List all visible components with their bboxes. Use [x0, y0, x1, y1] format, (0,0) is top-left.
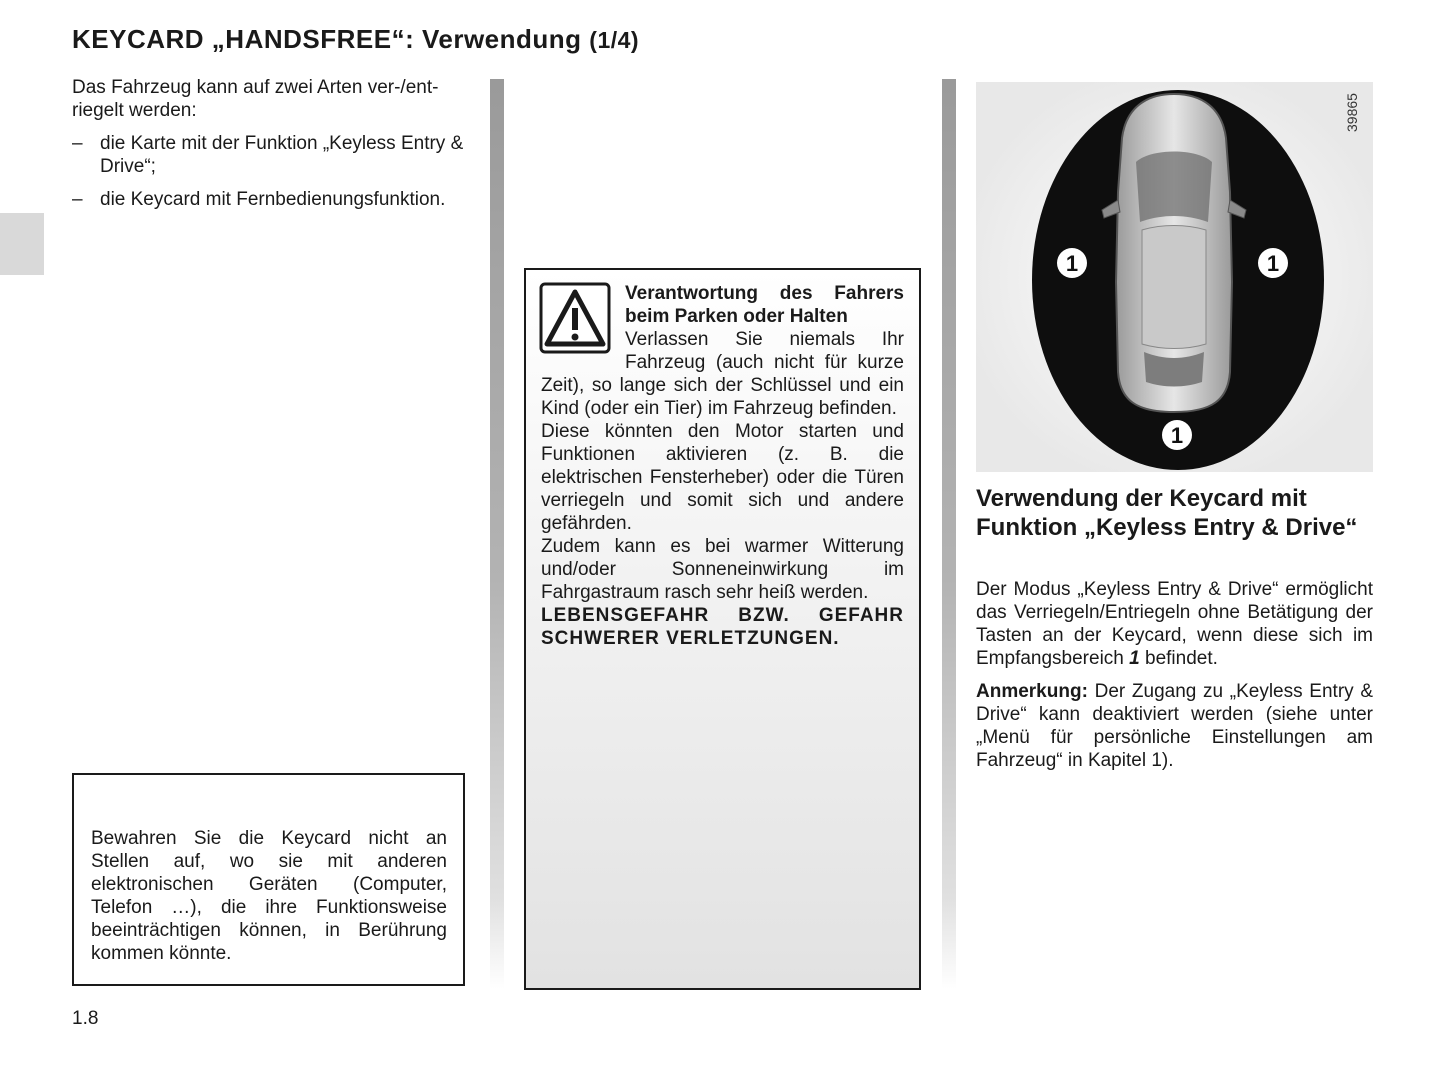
range-reference: 1	[1129, 648, 1140, 669]
page-indicator: (1/4)	[589, 27, 640, 53]
warning-para: Diese könnten den Motor starten und Funktionen aktivieren (z. B. die elektrischen Fensterheber) oder die Türen verriegeln und somit sich und andere gefährden.	[541, 421, 904, 534]
warning-triangle-icon	[539, 282, 611, 354]
zone-callout-left: 1	[1065, 251, 1079, 276]
section-heading: Verwendung der Keycard mit Funktion „Keyless Entry & Drive“	[976, 485, 1358, 541]
intro-section	[72, 76, 470, 211]
page-number: 1.8	[72, 1008, 99, 1029]
page-title: KEYCARD „HANDSFREE“: Verwendung (1/4)	[72, 24, 640, 54]
keyless-range-illustration	[976, 82, 1373, 472]
note-label: Anmerkung:	[976, 681, 1088, 702]
zone-callout-rear: 1	[1170, 423, 1184, 448]
list-item	[72, 188, 470, 211]
warning-emphasis: LEBENSGEFAHR BZW. GEFAHR SCHWERER VERLETZUNGEN.	[541, 605, 904, 649]
list-item-text: die Keycard mit Fernbedienungsfunktion.	[100, 189, 446, 210]
warning-para: Verlassen Sie niemals Ihr Fahrzeug (auch nicht für kurze Zeit), so lange sich der Schlüssel und ein Kind (oder ein Tier) im Fahrzeug befinden.	[541, 329, 904, 419]
column-divider-right	[942, 79, 956, 989]
list-item	[72, 132, 470, 178]
storage-note-box	[72, 773, 465, 986]
warning-heading: Verantwortung des Fahrers beim Parken oder Halten	[625, 283, 904, 327]
chapter-tab	[0, 213, 44, 275]
deactivation-note: Anmerkung: Der Zugang zu „Keyless Entry & Drive“ kann deaktiviert werden (siehe unter „Menü für persönliche Einstellungen am Fahrzeug“ in Kapitel 1).	[976, 681, 1374, 771]
section-body	[976, 578, 1373, 772]
list-item-text: die Karte mit der Funktion „Keyless Entry & Drive“;	[100, 133, 464, 177]
column-divider-left	[490, 79, 504, 989]
zone-callout-right: 1	[1266, 251, 1280, 276]
storage-note-text: Bewahren Sie die Keycard nicht an Stellen auf, wo sie mit anderen elektronischen Geräten (Computer, Telefon …), die ihre Funktionsweise beeinträchtigen können, in Berührung kommen könnte.	[91, 828, 447, 964]
list-dash: –	[72, 189, 83, 210]
warning-box	[524, 268, 921, 990]
list-dash: –	[72, 133, 83, 154]
mode-description: Der Modus „Keyless Entry & Drive“ ermöglicht das Verriegeln/Entriegeln ohne Betätigung der Tasten an der Keycard, wenn diese sich im Empfangsbereich 1 befindet.	[976, 579, 1373, 669]
intro-text: Das Fahrzeug kann auf zwei Arten ver-/ent-riegelt werden:	[72, 77, 439, 121]
warning-para: Zudem kann es bei warmer Witterung und/oder Sonneneinwirkung im Fahrgastraum rasch sehr heiß werden.	[541, 536, 904, 603]
